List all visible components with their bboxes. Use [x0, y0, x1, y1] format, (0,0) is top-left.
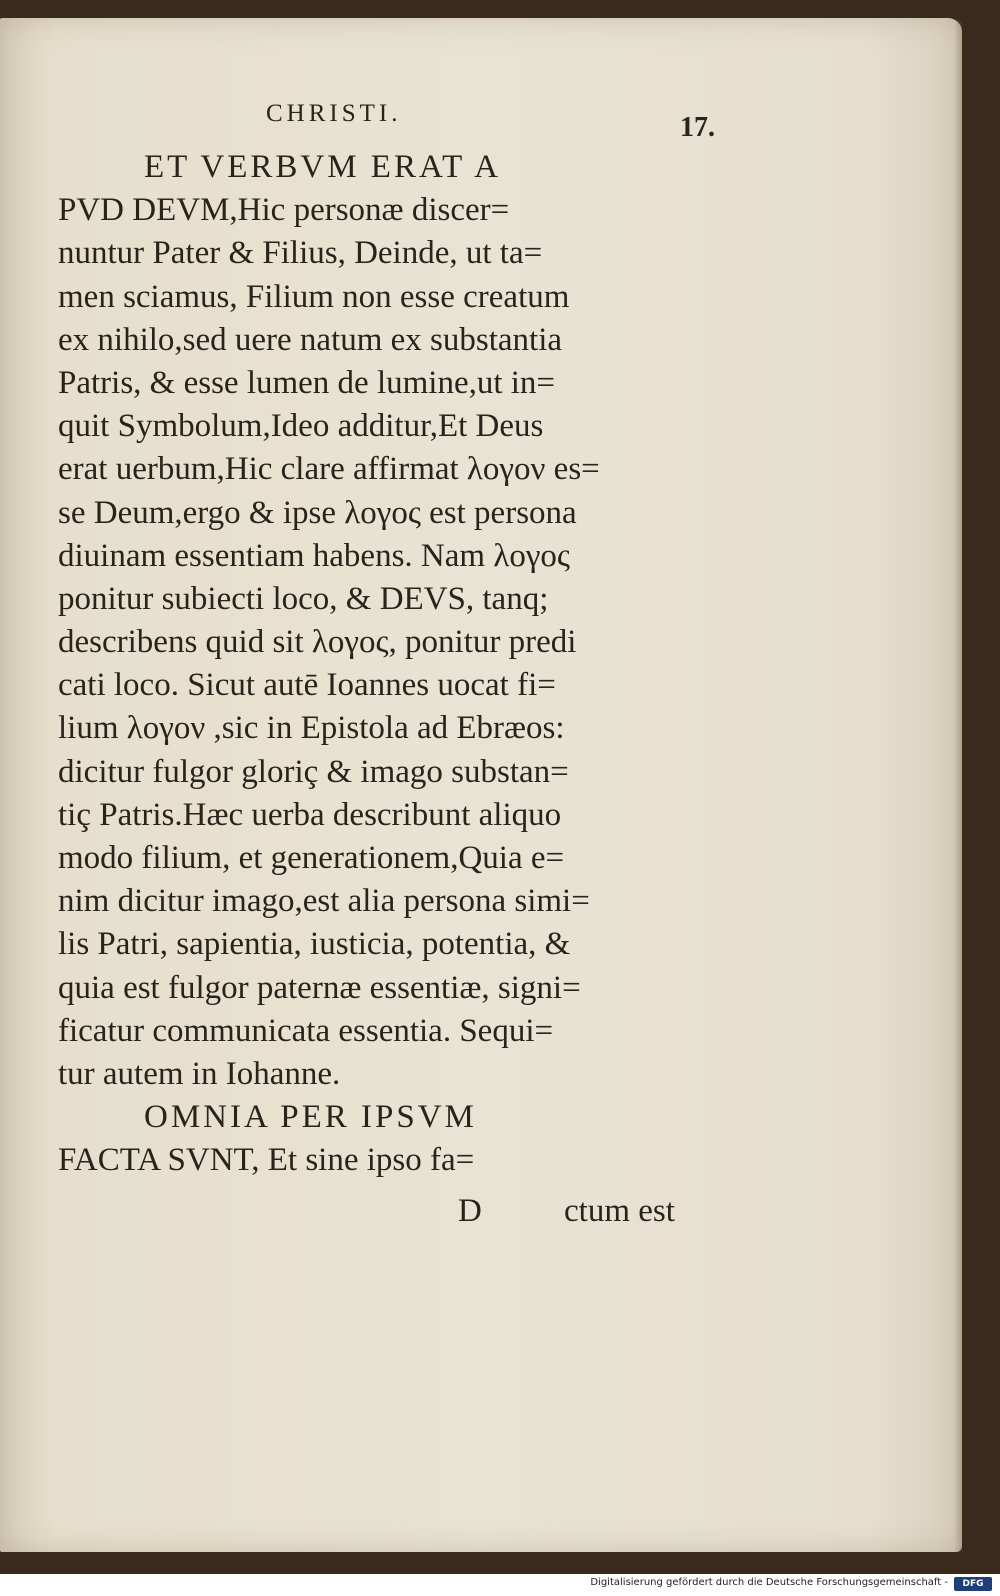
text-line: dicitur fulgor gloriç & imago substan=: [58, 753, 569, 790]
text-line: lium λογον ,sic in Epistola ad Ebræos:: [58, 710, 565, 747]
text-line: tur autem in Iohanne.: [58, 1055, 341, 1092]
text-line: tiç Patris.Hæc uerba describunt aliquo: [58, 796, 562, 833]
signature-mark: D: [458, 1193, 482, 1229]
text-line: ex nihilo,sed uere natum ex substantia: [58, 321, 563, 358]
catchword: ctum est: [564, 1193, 675, 1229]
body-text: [58, 146, 718, 1183]
text-line: modo filium, et generationem,Quia e=: [58, 840, 565, 876]
running-head: CHRISTI.: [266, 100, 402, 127]
text-line: men sciamus, Filium non esse creatum: [58, 278, 570, 315]
text-line: nim dicitur imago,est alia persona simi=: [58, 883, 590, 920]
text-line: quia est fulgor paternæ essentiæ, signi=: [58, 969, 581, 1006]
text-line: PVD DEVM,Hic personæ discer=: [58, 192, 510, 229]
text-line: quit Symbolum,Ideo additur,Et Deus: [58, 408, 544, 445]
text-line: Patris, & esse lumen de lumine,ut in=: [58, 364, 556, 401]
page-edge-shadow: [954, 18, 962, 1552]
text-line: FACTA SVNT, Et sine ipso fa=: [58, 1142, 475, 1179]
text-line: OMNIA PER IPSVM: [144, 1099, 477, 1136]
text-line: lis Patri, sapientia, iusticia, potentia, &: [58, 926, 571, 963]
text-line: se Deum,ergo & ipse λογος est persona: [58, 494, 577, 531]
text-line: cati loco. Sicut autē Ioannes uocat fi=: [58, 667, 556, 704]
text-line: ET VERBVM ERAT A: [144, 149, 501, 185]
digitization-credit: Digitalisierung gefördert durch die Deutsche Forschungsgemeinschaft -: [590, 1577, 948, 1588]
text-line: ponitur subiecti loco, & DEVS, tanq;: [58, 580, 549, 617]
text-line: ficatur communicata essentia. Sequi=: [58, 1012, 554, 1049]
page-number: 17.: [680, 112, 715, 143]
text-line: erat uerbum,Hic clare affirmat λογον es=: [58, 451, 600, 488]
text-line: describens quid sit λογος, ponitur predi: [58, 624, 577, 661]
dfg-logo: DFG: [954, 1577, 992, 1591]
text-line: diuinam essentiam habens. Nam λογος: [58, 537, 570, 574]
text-line: nuntur Pater & Filius, Deinde, ut ta=: [58, 235, 543, 272]
